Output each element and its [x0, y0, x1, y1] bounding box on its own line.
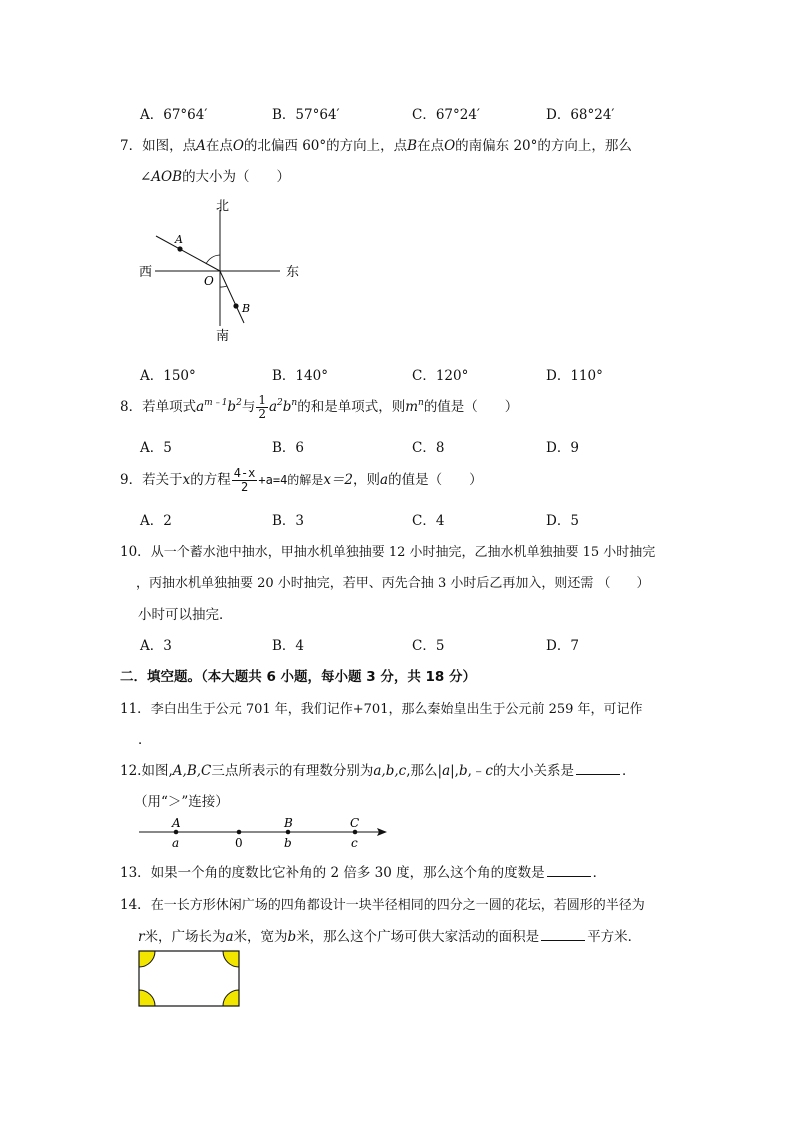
q11-stem-line2: ． — [138, 732, 152, 748]
label-zero: 0 — [235, 836, 243, 850]
q14-number: 14． — [120, 897, 151, 913]
q14-var-b: b — [287, 929, 297, 945]
q13-stem — [120, 861, 606, 881]
quarter-circle-bottom-left — [139, 990, 155, 1006]
q6-option-a: A．67°64′ — [140, 107, 208, 123]
q10-number: 10． — [120, 544, 151, 560]
q12-var-a: a — [442, 763, 451, 779]
q10-option-b: B．4 — [272, 638, 305, 654]
q6-option-b: B．57°64′ — [272, 107, 340, 123]
q14-text: 米，宽为 — [233, 929, 288, 945]
ray-oa — [156, 236, 220, 271]
q14-text: 米，那么这个广场可供大家活动的面积是 — [296, 929, 540, 945]
label-point-a: A — [172, 816, 181, 830]
q9-option-c: C．4 — [412, 513, 445, 529]
point-b — [286, 830, 291, 835]
q8-stem — [120, 394, 518, 421]
q8-option-b: B．6 — [272, 440, 305, 456]
q12-points: A,B,C — [172, 763, 212, 779]
q7-text: 的南偏东 20°的方向上，那么 — [455, 138, 632, 154]
q8-base: a — [268, 399, 278, 415]
q13-answer-blank[interactable] — [547, 864, 591, 877]
fraction-denominator: 2 — [240, 480, 249, 494]
q14-rectangle-figure — [138, 950, 242, 1008]
point-b — [233, 303, 238, 308]
label-point-b: B — [242, 302, 251, 315]
q14-stem-line2 — [138, 925, 641, 945]
q8-text: 的值是（ ） — [423, 399, 519, 415]
q10-stem-line2: ，丙抽水机单独抽要 20 小时抽完，若甲、丙先合抽 3 小时后乙再加入，则还需 （ ） — [136, 576, 650, 591]
q12-var-b: b — [458, 763, 468, 779]
quarter-circle-top-left — [139, 951, 155, 967]
q11-text: 李白出生于公元 701 年，我们记作+701，那么秦始皇出生于公元前 259 年，可记作 — [150, 702, 643, 717]
q10-stem-line3: 小时可以抽完． — [138, 607, 233, 623]
q9-option-d: D．5 — [546, 513, 579, 529]
fraction-numerator: 1 — [258, 393, 266, 407]
label-north: 北 — [216, 199, 230, 214]
q8-base: a — [196, 399, 205, 415]
q7-var-a: A — [196, 138, 206, 154]
point-a — [174, 830, 179, 835]
angle-arc-nw — [206, 255, 220, 264]
q7-number: 7． — [120, 138, 143, 154]
q8-base: b — [227, 399, 237, 415]
q12-text: ,﹣ — [467, 763, 486, 779]
q12-text: 三点所表示的有理数分别为 — [211, 763, 374, 779]
q13-text: ． — [592, 865, 607, 881]
point-a — [177, 246, 182, 251]
q12-stem-line1 — [120, 759, 635, 779]
q9-solution: x＝2 — [323, 472, 354, 488]
q9-option-a: A．2 — [140, 513, 172, 529]
q8-exponent: n — [418, 398, 424, 408]
q8-base: m — [405, 399, 419, 415]
q14-text: 在一长方形休闲广场的四角都设计一块半径相同的四分之一圆的花坛，若圆形的半径为 — [150, 898, 645, 913]
q12-text: 如图, — [141, 763, 173, 779]
q7-var-o: O — [444, 138, 456, 154]
q9-text: +a=4的解是 — [258, 473, 324, 487]
label-south: 南 — [216, 329, 230, 344]
q8-option-c: C．8 — [412, 440, 445, 456]
q9-var-a: a — [380, 472, 389, 488]
q7-var-o: O — [232, 138, 244, 154]
q9-text: 的值是（ ） — [388, 472, 483, 488]
q8-base: b — [282, 399, 292, 415]
q9-text: ，则 — [353, 472, 381, 488]
q11-number: 11． — [120, 701, 151, 717]
angle-symbol: ∠ — [140, 169, 152, 185]
q14-answer-blank[interactable] — [541, 928, 585, 941]
q7-angle-var: AOB — [151, 169, 183, 185]
label-value-c: c — [351, 836, 358, 850]
q8-text: 与 — [241, 399, 256, 415]
point-zero — [237, 830, 242, 835]
ray-ob — [220, 271, 244, 323]
q12-var-c: c — [485, 763, 493, 779]
q8-fraction — [256, 394, 268, 421]
q8-exponent: n — [291, 398, 298, 408]
q6-option-d: D．68°24′ — [546, 107, 615, 123]
q10-option-d: D．7 — [546, 638, 579, 654]
section-title-fill-in: 二．填空题。（本大题共 6 小题，每小题 3 分，共 18 分） — [120, 669, 477, 685]
q7-option-d: D．110° — [546, 368, 603, 384]
q7-stem-line2 — [140, 165, 290, 185]
q7-stem-line1 — [120, 134, 632, 154]
q12-text: ,那么| — [406, 763, 443, 779]
q7-var-b: B — [407, 138, 418, 154]
q9-text: 若关于 — [142, 472, 183, 488]
q12-text: 的大小关系是 — [492, 763, 574, 779]
q14-text: 平方米． — [587, 929, 642, 945]
q7-text: 如图，点 — [142, 138, 197, 154]
q10-option-a: A．3 — [140, 638, 172, 654]
label-east: 东 — [286, 265, 300, 280]
q12-number: 12. — [120, 763, 142, 779]
label-west: 西 — [139, 265, 153, 280]
q12-values: a,b,c — [373, 763, 407, 779]
q8-text: 的和是单项式，则 — [297, 399, 406, 415]
q12-number-line — [135, 815, 395, 851]
q14-var-a: a — [225, 929, 234, 945]
q14-text: 米，广场长为 — [144, 929, 226, 945]
label-point-a: A — [175, 233, 183, 246]
q7-text: 的北偏西 60°的方向上，点 — [243, 138, 408, 154]
q11-stem-line1 — [120, 697, 643, 717]
q14-var-r: r — [138, 929, 145, 945]
q9-option-b: B．3 — [272, 513, 305, 529]
q8-exponent: 2 — [236, 398, 242, 408]
label-value-a: a — [172, 836, 180, 850]
q9-var-x: x — [182, 472, 191, 488]
q14-stem-line1 — [120, 893, 645, 913]
q9-stem — [120, 467, 483, 494]
q8-text: 若单项式 — [142, 399, 197, 415]
q12-text: ． — [621, 763, 636, 779]
q9-text: 的方程 — [190, 472, 231, 488]
q10-stem-line1 — [120, 540, 655, 560]
q7-text: 在点 — [205, 138, 233, 154]
q12-stem-line2: （用“＞”连接） — [134, 794, 229, 810]
q7-option-c: C．120° — [412, 368, 469, 384]
quarter-circle-bottom-right — [223, 990, 239, 1006]
fraction-denominator: 2 — [258, 407, 266, 421]
q7-option-b: B．140° — [272, 368, 328, 384]
label-value-b: b — [284, 836, 292, 850]
q8-option-d: D．9 — [546, 440, 579, 456]
label-point-b: B — [284, 816, 293, 830]
q12-text: |, — [450, 763, 459, 779]
angle-arc-se — [220, 286, 227, 287]
plaza-rectangle — [139, 951, 239, 1006]
label-point-o: O — [204, 274, 214, 288]
q7-text: 在点 — [417, 138, 445, 154]
label-point-c: C — [350, 816, 360, 830]
q10-option-c: C．5 — [412, 638, 445, 654]
quarter-circle-top-right — [223, 951, 239, 967]
q8-exponent: 2 — [277, 398, 283, 408]
point-c — [353, 830, 358, 835]
q10-text: 从一个蓄水池中抽水，甲抽水机单独抽要 12 小时抽完，乙抽水机单独抽要 15 小时抽完 — [150, 545, 656, 560]
q12-answer-blank[interactable] — [576, 762, 620, 775]
fraction-numerator: 4-x — [233, 466, 256, 480]
q9-fraction — [232, 467, 258, 494]
q7-text: 的大小为（ ） — [182, 169, 291, 185]
q13-number: 13． — [120, 865, 151, 881]
q9-number: 9． — [120, 472, 143, 488]
q7-option-a: A．150° — [140, 368, 196, 384]
q8-exponent: m﹣1 — [204, 398, 228, 408]
q13-text: 如果一个角的度数比它补角的 2 倍多 30 度，那么这个角的度数是 — [150, 865, 545, 881]
q8-option-a: A．5 — [140, 440, 172, 456]
q8-number: 8． — [120, 399, 143, 415]
q6-option-c: C．67°24′ — [412, 107, 481, 123]
q7-compass-figure — [130, 192, 310, 352]
